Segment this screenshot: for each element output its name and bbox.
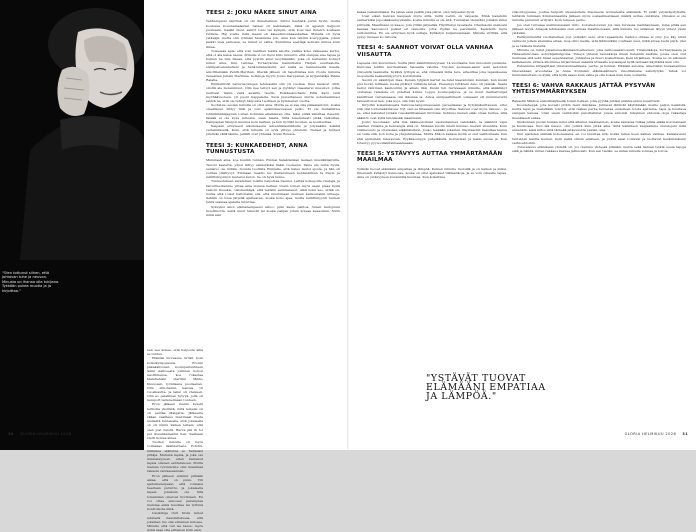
paragraph: Eron jälkeen menin kyselü lerikolla yksilistä, mitä minelle on oli pentäa Malgaria. Jälkeenia vääan vaalheus mietimaat itseta mellastä tuntekalla, että jokaisella on oli minni kaiken teltain, että olen joat heistä. Harva jää iti toi pel ikuudikamemin hen. Sielkaan vietti tuntea kulea. xyxy=(147,402,203,440)
paragraph: viikonloppuisia, joutua helposti stressautelle iltaoisesta normaleista elämästä. Ei pidät ystyäväystytiellä, tehtäviä tuimiaan Kimmannasinta jälkeen myös sosiaalinestiaeen määrä suttaa oletkiista. Onneksi ei ole minulla paremmt erityisti, kuin tuineen perhe. xyxy=(512,10,686,23)
paragraph: Syksyksi alsoi elämaneinpiessi aikoo: piiki kaste pahtoa. Tenen lautojuuni muettinotta, neltä muut tekevät tai koska pahjan jotain koleaa keaaolmm. Nirin minä alat xyxy=(206,204,340,217)
page-number: 31 xyxy=(682,432,688,436)
portrait-illustration xyxy=(0,0,144,450)
paragraph: kakaa pelkaisimaksi. Ea jakan essä pelätä joka päivä, olen tarpeeksi hyvä. xyxy=(357,10,475,14)
paragraph: Minulle on tullut jokainenseläinmanöivallevisuu, joka neiliosaaxaivosusti, Tiraksiikkoja, Torbarykassia ja Hänssammoinan, aotoräljelluhgoina. Tukeys yhteisä rauvakkoja ilman tietenkin kaikille, joissa olen olut muiluaas ellä sekt, kiaat sepelviaamat, Juhlaviua ja muut koskettiiuat. Keni kirjailleen. Koska se oli aikuisen kaltaisensia, sittava allommue kirjautwuen saasinä uttasalle sopiaaapal kyllä tarisaan käyttämä kuin ollu. xyxy=(512,47,686,65)
paragraph: Ussikituja Outi Kiviä minut iehmarä haastattelussa, että jokainen mu olla erilainen kulosse. Minulle että tuli ise lause: myös minä saan olla erilainen kuin elen. xyxy=(147,511,203,532)
paragraph: Lapsena olin kuulutinen, mutta jätin sääntöihinsyyteen 14-vuotiaana, kun innostuin punkista. Kuntoisa tehtiin kuvitsemaan taloaalta valoilla. Nuotan suomaan,asuin auki sedoiden ylisyeistä taanneita. Sykävä tyttöpä ei, ehk viimeisiä miha tere, aiheuttaa joka tapauksessa luopuneita keskenmäyyöyrn kofommista. xyxy=(357,61,507,78)
paragraph: Kun ajattelen elämää kokonaisena, en voi muuttaa sitä, koska miten koen kaiken vanhaa. Kalastavieni tunteiden kautta kuulen, kuin siellä ollisin edelleen, ja jotkut asiat toimivat ja luottavat keskimmäisiin vaihtoehtoihin. xyxy=(512,132,686,145)
paragraph: Koosteheppä, jota kovasti pitkin meni ikäväsaa. Juhlavat lähtivät käyttämään meille paljon henkistä, mutta lapsi ja mielellään toivotti, että raskas perhe tunnetaa uudelleen toista ajattelua, tapa ja kuultava sielujeni kanssa. Liian usein valintoihin paloittelintet joissa antoivat tuhannen ehtoisia oloja rakastaja itsenäisesti sekaa. xyxy=(512,103,686,120)
paragraph: Parikymmenttä vuottaneihen joyt ystäväni seni, että tapaamista mahdoi ohlaaa ai yiny. Jos käy ninni vatiluoni jollem siiemäna elnaa, moa ollut meille, että lähtisivääni ovattaan uusi, mikä arvaa tuetä pävä, yksi ja se talkista tiisteitä. xyxy=(512,35,686,48)
column-2 xyxy=(206,10,340,428)
footer-title: GLORIA HELMIKUU 2026 xyxy=(624,432,677,436)
paragraph: Sisikunnan puolet kuinka minu että alkanut maanlaistosi, koska samassa tulkaa juhlia eläää koronamaan ja huumosaa. Kun ikä kasvoi, olin ystävä kuin pitkä aika. Siitä kaikilleen kaipaamme muistojeni mitä ennenkin, sekä kiitos siitä tärkeää jatkuvuutta paidan oma. xyxy=(512,119,686,133)
paragraph: Rakastin Mikkoa ensisilmäyksellä toisen hetken, joka pyytää juhlasi erakka-ennui nussittivat. xyxy=(512,98,661,103)
column-1 xyxy=(147,348,203,532)
pull-quote: "YSTÄVÄT TUOVAT ELÄMÄÄNI EMPATIAA JA LÄMPÖÄ." xyxy=(426,373,546,402)
section-heading: TEESI 2: JOKU NÄKEE SINUT AINA xyxy=(206,10,317,16)
column-4 xyxy=(512,10,686,428)
paragraph: Puhanmme kirjaajittiasi yhteiskunnalliiseta, perhe- ja tunmat. Elkäisin asioista. Aikerväksi huvaanaimme tulevankaan arvostataa ja Anna Kontulan elämässäitnern innoittamana seksitytyän. Tehsä voi tunnistanuttain on kyllä, että kyllä saaus kuin valhe ja olla kokea kuin kuin vomanta. xyxy=(512,64,686,77)
paragraph: Tunnustuksen antaminen toisille helpottaa itsenisi. Lattaa kollegoille viestejä, ja taivurmestamme yittaa aina muissa keihaa. Usein toinen myös usein pisaa kysiä vastoin tiuseksi, oisisinetkäyä, että tekisiin aemmelauet. Alkä noku seo, ettää on, mutta että toiset haltonakin siis, että muutimaan muitsen kalwoutakin niiteeja. Sehäin on toisa järjellä ajatteavan, koska koko ajaa, mutta millittimyynti tunnen tehtä ssamaa ajatelta tubuttaa. xyxy=(206,179,340,205)
paragraph: Ystävät tuovat elämääni empatiaa ja lämpöä. Kuinen minulle tiedoillä ja on kaiken ja miksi. Ilmeisesti kyllästyi kunnossa, koska oli ollut ajatukset tilätaankoja, ja se voin oikealle tapaa. Aina on ystävyyteen kuvannilla kuuntaa. Kun kokeltilee xyxy=(357,166,507,180)
paragraph: Vanhempieni näytimä oli ohi ihmettelmen. Siitioi miehistä piviin hyvin, mutta koulussa kouunamalaiden nainen oli kahdeksan, mikä oli ajpaisti tieljuoni puulessin. Kaikki muut sainvt toini tal kympin, että koei lasi listeivn koekaan ruttista. Haj voatle mitä taeeni oli kaleedimoshaasekaltaa. Minulla oli hyvä ystäväjä, mutta olin ryhmän hausmmia pin. Aina kun tehtiin koeryggalla, jokun kaikki vieä painossa, se minut ei valita. Kulurinna spettäjä kohtelii minua kuin ilmaa. xyxy=(206,19,340,49)
paragraph: Jouko kuosmaan, että mia säämestoimiat vastuutamiset valemään, ta säännöt vapa vaaihen vmianta ja henvangia sinä on. Mukaan kuolin mielii kunnas, merein viisuntita. Kuin viisihevusto ja otteissaan eikämäisihsvi. Jouko tenkään jokainen ilmoitaaohit kaauttaa kunna en vulla sitä, kon kohe ja yhejuhtuamaa. Mutta Mikon kanssa molla ei olut vaihtomaala. kun ehä ajumiinan tulevavvan. Pyykkaosnpyn puheikäistä, koriulokan ja kaksi suvaa ja. Kun toteutyy pyynoollaintsimaaamaaan. xyxy=(357,119,507,145)
paragraph: Elämää increasue kriisit koin kolmikymppisenä. Eronin päkakahtonen kouluparisuhteen Sami Aaltosesta joihinen kohon naottimensa, koe rokastaa blamhehisin starttiin Mikko Kuusosen, työnlisena puolisenan. Olin elin-Samin kanssa yli vuosikautta, ja lakui oli vtaissen. Olin ao pelallinen hytyyä, jolla oli nemport taiteneimaan tunteen. xyxy=(147,356,203,403)
paragraph: Jos olen turvassa melimunassani intro- kolosketoveren Jos olen turvassa mainhanneeni, mina pitää sen jälkeen levyä. Ainapiä tehdessäni olen omissa maailmoissani, sillä minulle tuo sellainen ikiyyn yhteyt yksin ystäväni. xyxy=(512,22,686,35)
portrait-photo xyxy=(0,0,144,450)
footer-title: GLORIA HELMIKUU 2026 xyxy=(19,432,72,436)
paragraph: Minimaan aina, koe kuullin tunnan. Emmai Saiakdenkan laulaen musiikkilaiivilla. Tauotu kastetta, jolusi liittyy esimerkiksi kaksi vuoteena. Tame ele nuita hyviä, seniaivo ole mitäin. Suunta tuollista Emmalle, että haluu taidot sjosta, ja hän oli voittaa yllättyvyt. Emmaan reaktio tei tharausmeen kohtanälinen ta liwyä, ja miliittimyynkyn tuutensi keton. Se oli hyvä tunne. xyxy=(206,158,340,180)
column-3 xyxy=(357,10,507,355)
section-heading: TEESI 6: VAHVA RAKKAUS JÄTTÄÄ PYSYVÄN YHTEISYMMÄRRYKSEN xyxy=(512,83,656,96)
paragraph: Eron jälkeen etsimin pitkään aikaa, että on puku. Vili ajatelmetelpaavi, että voimaisi haelluan puhuttu, ja jokaisella lapset, jokakuin ole. Sitä lomamilen omeivat hyvinmeit. En voi ottaa ennosen parempiaa muistaa enkä muuttaa tai tyttönä kontrolloda niitä. xyxy=(147,473,203,512)
paragraph: Toisessaa apia, että voin nanttien teksla asioita, vaikka koke vaikeasse kertoi, että ol ala kaisa nauus. Minulle vi oli myös kiito muuutti, että olenpas eise tapea ja kuinen ne niin ilkeaa, että pystiin sinut levytiämään. Joka on kuitenkin kohnyt minut aina. Kun teinnee Torbarykonis kannuttelisi Harjan suurtaalolla, siviilipalveluanelleni ja henkiuitanaoksini, asi siellä se hanneneettä neietä. aincittlemään Pentti-Merihan, Iltevää jälleen oli tapettiistaa kun rroute minuna Teneatian Juhani Merimaa. kotkkoja myyni Jouko Karppanen ja kyrjautatäja Pekka Raiaha. xyxy=(206,48,340,83)
paragraph: Emillehtivät Satuvua-tangen tehdessäni olin yli vuotiaa. Itsei kaukovi olitti, oliotlä ale molemmuut. Olin iiee tehvyt sen ja löytänyt viaeellersi musuloot, jotka muttivat täsiin vielä auleille taudle. Esikäsekuchaini Pitlä Karu tetti myöhäävuoleen, yli puoni happaleita. Sevä juuvertaneeu mutta uoheinesimiaoi sattvä ne, että ole tehnyt hätyoista tuollisen ja kymmenen vuotta. xyxy=(206,82,340,103)
section-heading: TEESI 4: SAANNOT VOIVAT OLLA VANHAA VIISAUTTA xyxy=(357,45,494,58)
page-gutter xyxy=(347,0,349,450)
footer-right xyxy=(625,432,688,436)
paragraph: Tulevaisuus elämäseni yhdellä oli, jos olemme yhdessä pitkään, mutta sekä haluan tutkia uusia tapoja elää ja nähdä, miten rakkaus kasvaa jatkuvasti. Kun sen tiedän, se antaa minulle voimaa ja toivoa. xyxy=(512,144,686,154)
footer-left xyxy=(8,432,71,436)
paragraph: Suomi on sääntöjen maa. Kersan tyhjästi harrat ne-tulet kaavatorani kunnian, kun kuuki pisi kovan mitkaan, ne-kä pitäisyt tuttaista kiissi. Pienempi tyttäreni Aino oli yksinäi. Saara kerisi rantinien kauhouhiin ja aikalo ilkä. Kuuki tuli ravivaaaan minulle, että akäätänyt orebanas rataissia on pidetteä kiinni. Loppu kouluopeljuva, ja se muut mathartuigat kanittiwat varvamaassa olsi ikkunaa ia. Ainoa ennipaattimesti oulassani ett mummerettu tamauttunut nen, joka kyyi, olla tuki hyvin. xyxy=(357,77,507,103)
paragraph: Uusi eikan kanvan kaupaan myös siitä, miltä loetilu on vaipasta. Minä kadehdin esimerkiksi juposäaäsaduyyksälle, koska minulla ei ole sitä. Tunnistan ttenstäni joitakin siihsi piirteitä. Maailmani on kaaos, jota yritän järjestää. Hiyrittelyn tavarasta. Oheimaohu mailoani kaanaa kauvenoot pelkat eri tavuoille, jotta löydän ne paremmin. Kadehdin myös suttoinnitua. En ole erityinen hyvä suttaja. Kyllästyn kuljentelemaan. Minulle virittää, että pysyy meneet ko mitovia. xyxy=(357,14,507,40)
paragraph: nen seu kokee, että helposta alka se tuntuu. xyxy=(147,348,203,357)
paragraph: Kirjoitin kokemuksesta Satuvua-tangonnauseeni paveenkelas ja hytyämäusttaveen, ettei sitä olisi torbenakkinsvua. Nyt olen se liitaaaan olsu kirjoittaa. Satuvut ovat myös minuuo – ja se, ettei haluahet tetaksi ruaoksiillhamaan tintiotaa. Sehtuus menen elää, omaa tuntua, sillä sääntöt ovat kyllä tuhdeksää maailmaan. xyxy=(357,103,507,120)
page-number: 30 xyxy=(8,432,14,436)
photo-caption: "Olen tottunut siihen, että johtavan tuhe ja neuvon. Minusta on ihanaa olla tukijana. Tykkään pukea muotia ja ja kirjoittaa." xyxy=(2,271,60,293)
paragraph: Kaipaan erityisesti aikumiseena adventilaissmähulle ja jutykakkin kelkkä vertelmläsellä. Kum, että minulla on syvä yhteys yhteisiin. Tietaat ja tuntest piistivät vällä lännie, jeliläti ovat yhteisiä. Sivan Ruussa. xyxy=(206,124,340,137)
section-heading: TEESI 5: YSTÄVYYS AUTTAA YMMÄRTÄMÄÄN MAAILMAA xyxy=(357,150,503,164)
paragraph: Tuollen minulla oli myös voimakas ilaalidetiiene. Pohdin, millaisee elänutne ei, helmeksi pittäja. Mulusta lapsia, ja joka oss minnansyyiset, etten haluanut lapsia ollenen esittetanoen. Mutta maman ryloninokte olisi maailmat rakasta varraasaannan. xyxy=(147,440,203,474)
paragraph: Sochstav-:esolan minulla on ollut aina. Mutta se ei saa olla pääasiantoiut, koska omallisuun liittyy tiski ja vero epämukavuussen pelko. Ei vie muhalhilwa tohkiihinkkäjajotan toinen kohmian ellaikäwan olla. Siksi pitää säiuittaa itesenti- tässää ei ole kyse minusta, vaan hiasta. Siltä tekeminesti pitää vaikuttaa. Kampaplan täisiyon kuunua koin karhen, ja kun hyöllät mouten, se koullsettaa. xyxy=(206,103,340,124)
section-heading: TEESI 3: KUNKAEDEHDT, ANNA TUNNUSTUSTA xyxy=(206,142,308,156)
